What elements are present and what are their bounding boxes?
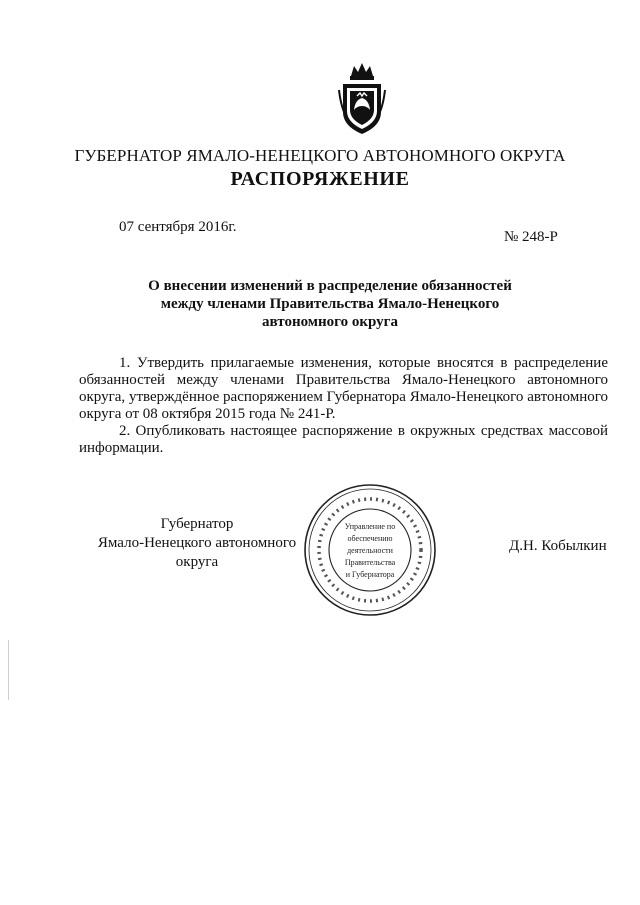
- signatory-position: [78, 515, 316, 572]
- issuing-authority: ГУБЕРНАТОР ЯМАЛО-НЕНЕЦКОГО АВТОНОМНОГО ОКРУГА: [74, 146, 566, 165]
- document-date: 07 сентября 2016г.: [119, 219, 237, 235]
- seal-line: обеспечению: [347, 534, 393, 543]
- official-seal-icon: [302, 482, 438, 618]
- seal-line: Правительства: [344, 558, 396, 567]
- document-title: [80, 277, 580, 331]
- seal-line: и Губернатора: [345, 570, 395, 579]
- signatory-position-line: Ямало-Ненецкого автономного округа: [97, 535, 297, 570]
- seal-line: деятельности: [347, 546, 393, 555]
- title-line: между членами Правительства Ямало-Ненецкого: [160, 296, 500, 312]
- title-line: О внесении изменений в распределение обязанностей: [148, 278, 512, 294]
- body-paragraph: 1. Утвердить прилагаемые изменения, которые вносятся в распределение обязанностей между членами Правительства Ямало-Ненецкого автономного округа, утверждённое распоряжением Губернатора Ямало-Ненецкого автономного округа от 08 октября 2015 года № 241-Р.: [79, 355, 608, 422]
- signatory-name: Д.Н. Кобылкин: [509, 538, 607, 554]
- signatory-position-line: Губернатор: [160, 516, 234, 532]
- document-type: РАСПОРЯЖЕНИЕ: [230, 168, 410, 190]
- scan-margin-line: [8, 640, 9, 700]
- document-number: № 248-Р: [504, 229, 558, 245]
- coat-of-arms-icon: [337, 60, 387, 138]
- title-line: автономного округа: [262, 314, 398, 330]
- seal-line: Управление по: [344, 522, 396, 531]
- document-body: [79, 355, 608, 457]
- body-paragraph: 2. Опубликовать настоящее распоряжение в окружных средствах массовой информации.: [79, 423, 608, 456]
